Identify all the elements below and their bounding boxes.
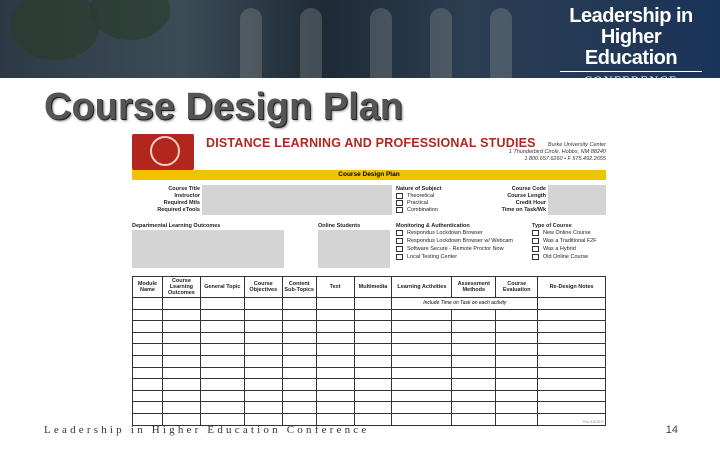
slide-title: Course Design Plan	[44, 86, 403, 128]
university-seal-icon	[132, 134, 194, 170]
option-old-online: Old Online Course	[543, 254, 589, 260]
table-row[interactable]	[133, 344, 606, 356]
departmental-outcomes-label: Departmental Learning Outcomes	[132, 223, 221, 229]
checkbox-local-testing[interactable]	[396, 254, 403, 260]
column-header: Multimedia	[354, 277, 392, 298]
column-header: Text	[316, 277, 354, 298]
checkbox-traditional[interactable]	[532, 238, 539, 244]
table-row[interactable]	[133, 332, 606, 344]
banner-photo-tree	[10, 0, 100, 60]
column-header: General Topic	[200, 277, 244, 298]
plan-title-bar: Course Design Plan	[132, 170, 606, 180]
address-block	[509, 142, 606, 163]
departmental-outcomes-field[interactable]	[132, 230, 284, 268]
option-practical: Practical	[407, 200, 429, 206]
checkbox-lockdown-webcam[interactable]	[396, 238, 403, 244]
option-lockdown-webcam: Respondus Lockdown Browser w/ Webcam	[407, 238, 513, 244]
table-row[interactable]	[133, 355, 606, 367]
table-row[interactable]	[133, 321, 606, 333]
banner-photo-arch	[300, 8, 322, 78]
label-time-on-task: Time on Task/Wk	[501, 207, 546, 213]
option-theoretical: Theoretical	[407, 193, 435, 199]
table-row[interactable]	[133, 309, 606, 321]
label-course-length: Course Length	[507, 193, 546, 199]
banner-photo-arch	[490, 8, 512, 78]
option-new-online: New Online Course	[543, 230, 591, 236]
option-software-secure: Software Secure - Remote Proctor Now	[407, 246, 504, 252]
online-students-field[interactable]	[318, 230, 390, 268]
checkbox-practical[interactable]	[396, 200, 403, 206]
address-line: 1 Thunderbird Circle, Hobbs, NM 88240	[508, 149, 606, 155]
label-course-code: Course Code	[511, 186, 546, 192]
address-line: Burke University Center	[547, 142, 606, 148]
checkbox-hybrid[interactable]	[532, 246, 539, 252]
column-header: Content Sub-Topics	[282, 277, 316, 298]
online-students-label: Online Students	[318, 223, 361, 229]
conference-logo	[556, 6, 706, 89]
address-line: 1.800.657.6260 • F 575.492.2655	[524, 156, 606, 162]
table-row[interactable]	[133, 367, 606, 379]
revision-note: Rev 4/4/2017	[583, 420, 604, 424]
checkbox-combination[interactable]	[396, 207, 403, 213]
checkbox-software-secure[interactable]	[396, 246, 403, 252]
table-row[interactable]	[133, 390, 606, 402]
column-header: Course Evaluation	[496, 277, 538, 298]
label-required-etools: Required eTools	[157, 207, 200, 213]
column-header: Course Objectives	[244, 277, 282, 298]
type-of-course-title: Type of Course	[532, 223, 572, 229]
checkbox-theoretical[interactable]	[396, 193, 403, 199]
slide-footer: Leadership in Higher Education Conference	[44, 424, 370, 436]
column-header: Learning Activities	[392, 277, 452, 298]
option-lockdown: Respondus Lockdown Browser	[407, 230, 483, 236]
banner-photo-arch	[370, 8, 392, 78]
header-banner	[0, 0, 720, 87]
column-header: Assessment Methods	[452, 277, 496, 298]
column-header: Course Learning Outcomes	[162, 277, 200, 298]
option-combination: Combination	[407, 207, 438, 213]
label-required-mtls: Required Mtls	[163, 200, 200, 206]
nature-of-subject-title: Nature of Subject	[396, 186, 442, 192]
checkbox-new-online[interactable]	[532, 230, 539, 236]
course-design-plan-document	[128, 130, 610, 426]
column-header: Module Name	[133, 277, 163, 298]
banner-photo-arch	[240, 8, 262, 78]
time-on-task-note: Include Time on Task on each activity	[392, 298, 538, 310]
course-code-field[interactable]	[548, 185, 606, 215]
column-header: Re-Design Notes	[538, 277, 606, 298]
option-traditional: Was a Traditional F2F	[543, 238, 597, 244]
course-info-field[interactable]	[202, 185, 392, 215]
brand-line2: Higher Education	[584, 26, 678, 69]
table-header-row	[133, 277, 606, 298]
label-instructor: Instructor	[174, 193, 200, 199]
page-number: 14	[665, 424, 678, 436]
checkbox-old-online[interactable]	[532, 254, 539, 260]
option-hybrid: Was a Hybrid	[543, 246, 576, 252]
checkbox-lockdown[interactable]	[396, 230, 403, 236]
label-course-title: Course Title	[168, 186, 200, 192]
document-heading: DISTANCE LEARNING AND PROFESSIONAL STUDIES	[206, 136, 536, 150]
brand-line1: Leadership in	[569, 5, 693, 27]
table-row[interactable]	[133, 402, 606, 414]
course-plan-table	[132, 276, 606, 426]
table-row[interactable]	[133, 379, 606, 391]
label-credit-hour: Credit Hour	[515, 200, 546, 206]
option-local-testing: Local Testing Center	[407, 254, 458, 260]
note-row	[133, 298, 606, 310]
monitoring-title: Monitoring & Authentication	[396, 223, 470, 229]
banner-photo-tree	[90, 0, 170, 40]
brand-line3: CONFERENCE	[560, 71, 702, 89]
banner-photo-arch	[430, 8, 452, 78]
